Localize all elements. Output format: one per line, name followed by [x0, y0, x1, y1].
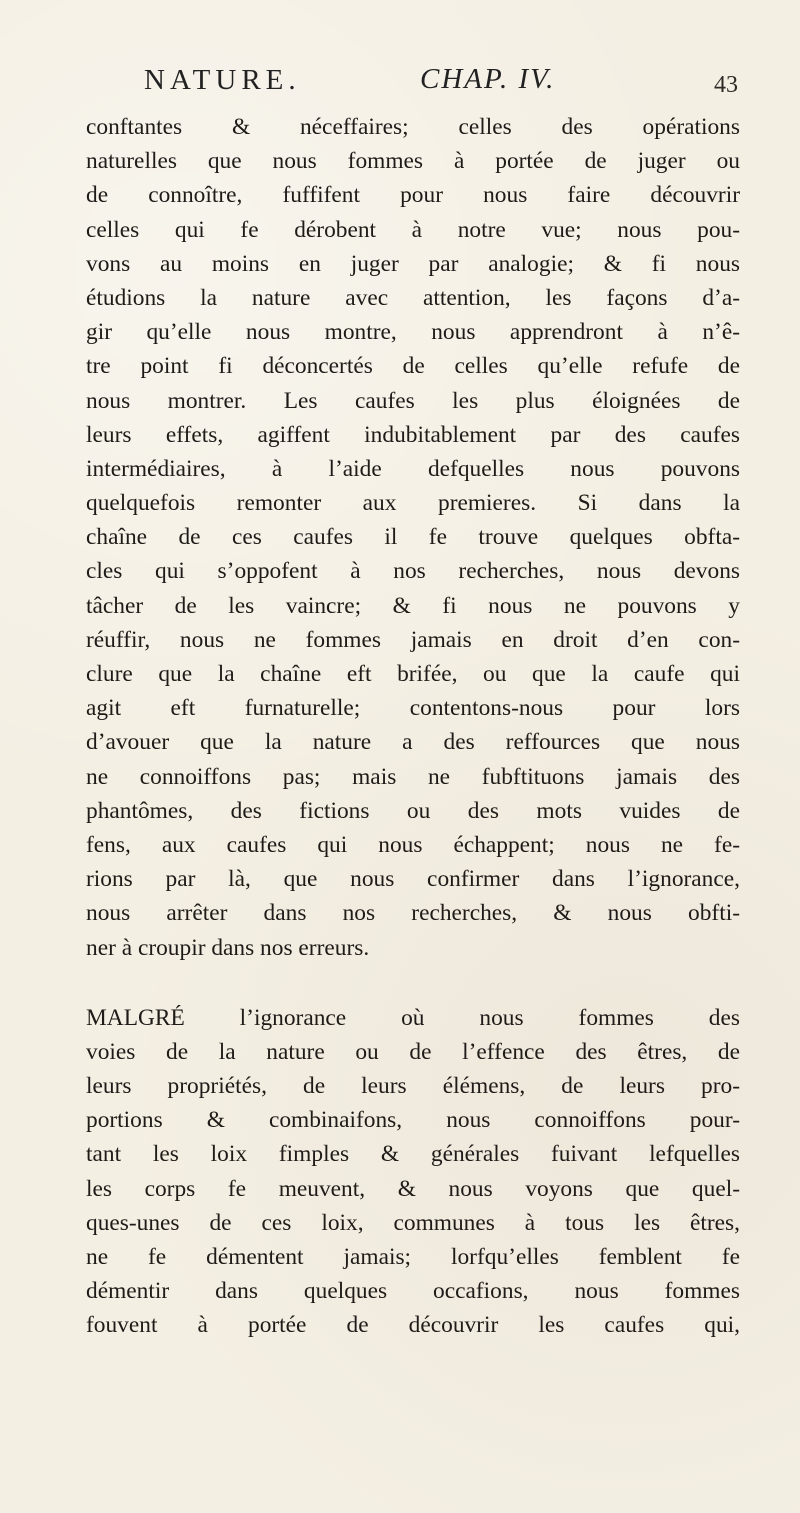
body-text — [86, 110, 740, 1343]
paragraph-1-line-5: vons au moins en juger par analogie; & fi nous — [86, 250, 740, 277]
page-number: 43 — [714, 72, 738, 98]
paragraph-1-line-9: nous montrer. Les caufes les plus éloignées de — [86, 387, 740, 414]
paragraph-1-line-23: rions par là, que nous confirmer dans l’ignorance, — [86, 866, 740, 893]
paragraph-2-line-1: MALGRÉ l’ignorance où nous fommes des — [86, 1004, 740, 1031]
paragraph-1-line-12: quelquefois remonter aux premieres. Si dans la — [86, 490, 740, 517]
paragraph-1-line-25: ner à croupir dans nos erreurs. — [86, 934, 370, 961]
chapter-reference: CHAP. IV. — [420, 63, 556, 95]
paragraph-1-line-16: réuffir, nous ne fommes jamais en droit d’en con- — [86, 626, 740, 653]
paragraph-1-line-19: d’avouer que la nature a des reffources que nous — [86, 729, 740, 756]
paragraph-1-line-2: naturelles que nous fommes à portée de juger ou — [86, 148, 740, 175]
paragraph-2-line-2: voies de la nature ou de l’effence des êtres, de — [86, 1038, 740, 1065]
paragraph-1-line-3: de connoître, fuffifent pour nous faire découvrir — [86, 182, 740, 209]
paragraph-1-line-14: cles qui s’oppofent à nos recherches, nous devons — [86, 558, 740, 585]
paragraph-1-line-11: intermédiaires, à l’aide defquelles nous pouvons — [86, 455, 740, 482]
paragraph-spacing — [86, 965, 740, 1001]
paragraph-1 — [86, 110, 740, 965]
paragraph-1-line-6: étudions la nature avec attention, les façons d’a- — [86, 284, 740, 311]
paragraph-1-line-7: gir qu’elle nous montre, nous apprendront à n’ê- — [86, 319, 740, 346]
paragraph-1-line-24: nous arrêter dans nos recherches, & nous obfti- — [86, 900, 740, 927]
paragraph-2-line-3: leurs propriétés, de leurs élémens, de leurs pro- — [86, 1073, 740, 1100]
paragraph-1-line-22: fens, aux caufes qui nous échappent; nous ne fe- — [86, 831, 740, 858]
paragraph-1-line-15: tâcher de les vaincre; & fi nous ne pouvons y — [86, 592, 740, 619]
paragraph-2-line-5: tant les loix fimples & générales fuivant lefquelles — [86, 1141, 740, 1168]
paragraph-1-line-20: ne connoiffons pas; mais ne fubftituons jamais des — [86, 763, 740, 790]
paragraph-2-line-8: ne fe démentent jamais; lorfqu’elles femblent fe — [86, 1244, 740, 1270]
paragraph-1-line-1: conftantes & néceffaires; celles des opérations — [86, 114, 740, 140]
paragraph-2-line-6: les corps fe meuvent, & nous voyons que quel- — [86, 1175, 740, 1202]
paragraph-1-line-21: phantômes, des fictions ou des mots vuides de — [86, 797, 740, 824]
paragraph-1-line-13: chaîne de ces caufes il fe trouve quelques obfta- — [86, 524, 740, 551]
paragraph-1-line-18: agit eft furnaturelle; contentons-nous pour lors — [86, 695, 740, 722]
paragraph-1-line-8: tre point fi déconcertés de celles qu’elle refufe de — [86, 353, 740, 380]
page-header — [86, 58, 738, 110]
paragraph-2 — [86, 1001, 740, 1343]
paragraph-2-line-10: fouvent à portée de découvrir les caufes qui, — [86, 1312, 740, 1339]
paragraph-1-line-10: leurs effets, agiffent indubitablement par des caufes — [86, 421, 740, 448]
paragraph-1-line-4: celles qui fe dérobent à notre vue; nous pou- — [86, 216, 740, 243]
paragraph-2-line-4: portions & combinaifons, nous connoiffons pour- — [86, 1107, 740, 1134]
paragraph-1-line-17: clure que la chaîne eft brifée, ou que la caufe qui — [86, 661, 740, 687]
paragraph-2-line-9: démentir dans quelques occafions, nous fommes — [86, 1278, 740, 1305]
running-title: NATURE. — [144, 64, 301, 96]
paragraph-2-line-7: ques-unes de ces loix, communes à tous les êtres, — [86, 1209, 740, 1236]
